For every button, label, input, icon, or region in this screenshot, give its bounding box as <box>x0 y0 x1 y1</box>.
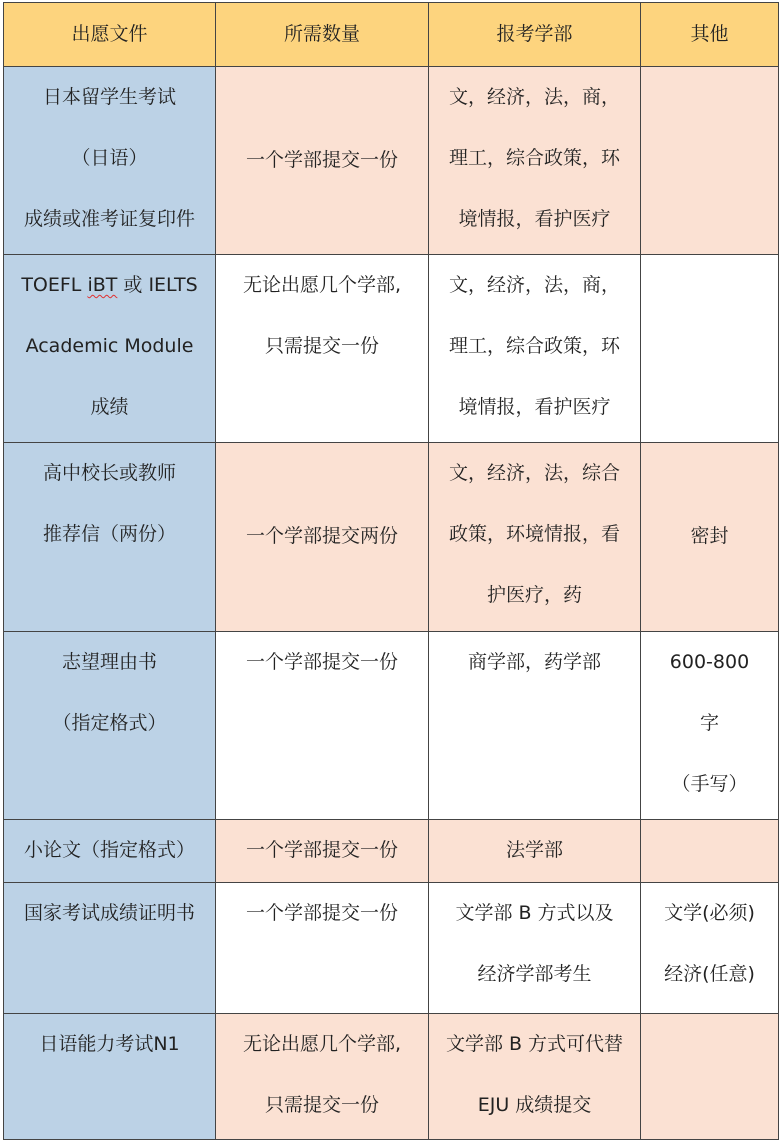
header-other: 其他 <box>641 3 779 67</box>
other-line: 经济(任意) <box>664 962 755 985</box>
document-line: 成绩或准考证复印件 <box>23 208 195 230</box>
document-line: （日语） <box>71 147 148 169</box>
other-line: （手写） <box>671 772 748 795</box>
other-cell <box>641 1013 779 1139</box>
faculties-line: 境情报，看护医疗 <box>458 396 611 419</box>
other-line: 密封 <box>690 525 729 548</box>
faculties-line: 理工，综合政策，环 <box>448 335 620 358</box>
faculties-line: 境情报，看护医疗 <box>458 208 611 230</box>
quantity-cell <box>216 255 429 443</box>
other-cell <box>641 631 779 819</box>
document-line: Academic Module <box>25 335 194 358</box>
table-row <box>4 443 779 631</box>
faculties-cell <box>429 819 641 882</box>
document-text: 或 IELTS <box>117 274 198 297</box>
quantity-cell <box>216 882 429 1013</box>
other-line: 文学(必须) <box>664 901 755 924</box>
header-quantity: 所需数量 <box>216 3 429 67</box>
other-cell <box>641 882 779 1013</box>
faculties-line: 理工，综合政策，环 <box>448 147 620 169</box>
spellcheck-flagged-text: iBT <box>87 274 118 297</box>
faculties-line: 商学部，药学部 <box>467 650 601 673</box>
quantity-line: 只需提交一份 <box>264 335 379 358</box>
other-cell <box>641 255 779 443</box>
table-row <box>4 1013 779 1139</box>
faculties-line: 护医疗，药 <box>486 584 582 607</box>
table-row <box>4 631 779 819</box>
other-line: 600-800 <box>669 650 750 673</box>
document-line <box>10 255 209 316</box>
faculties-line: 文，经济，法，综合 <box>448 462 620 485</box>
other-cell <box>641 67 779 255</box>
document-line: （指定格式） <box>52 711 167 734</box>
faculties-cell <box>429 882 641 1013</box>
application-documents-table <box>3 2 779 1140</box>
quantity-line: 一个学部提交一份 <box>245 149 398 172</box>
quantity-line: 无论出愿几个学部, <box>242 1032 402 1055</box>
faculties-line: EJU 成绩提交 <box>477 1093 592 1116</box>
faculties-line: 文学部 B 方式以及 <box>455 901 614 924</box>
table-row <box>4 255 779 443</box>
document-line: 志望理由书 <box>61 650 157 673</box>
table-row <box>4 67 779 255</box>
quantity-cell <box>216 1013 429 1139</box>
faculties-cell <box>429 631 641 819</box>
quantity-line: 一个学部提交两份 <box>245 525 398 548</box>
faculties-cell <box>429 443 641 631</box>
document-line: 推荐信（两份） <box>42 523 176 546</box>
faculties-line: 经济学部考生 <box>477 962 592 985</box>
faculties-line: 法学部 <box>505 838 563 861</box>
document-cell <box>4 1013 216 1139</box>
document-line: 成绩 <box>90 396 129 419</box>
document-line: 日本留学生考试 <box>42 86 176 108</box>
document-cell <box>4 443 216 631</box>
quantity-line: 无论出愿几个学部, <box>242 274 402 297</box>
document-cell <box>4 67 216 255</box>
document-cell <box>4 631 216 819</box>
other-line: 字 <box>699 711 719 734</box>
quantity-cell <box>216 67 429 255</box>
header-document: 出愿文件 <box>4 3 216 67</box>
faculties-line: 文，经济，法，商， <box>448 274 620 297</box>
quantity-line: 一个学部提交一份 <box>245 901 398 924</box>
document-cell <box>4 255 216 443</box>
quantity-cell <box>216 443 429 631</box>
document-line: 国家考试成绩证明书 <box>23 901 195 924</box>
header-row <box>4 3 779 67</box>
other-cell <box>641 443 779 631</box>
document-line: 高中校长或教师 <box>42 462 176 485</box>
quantity-cell <box>216 819 429 882</box>
faculties-cell <box>429 67 641 255</box>
quantity-line: 只需提交一份 <box>264 1093 379 1116</box>
quantity-line: 一个学部提交一份 <box>245 838 398 861</box>
document-text: TOEFL <box>21 274 88 297</box>
faculties-line: 文学部 B 方式可代替 <box>445 1032 624 1055</box>
document-cell <box>4 819 216 882</box>
quantity-cell <box>216 631 429 819</box>
faculties-cell <box>429 1013 641 1139</box>
header-faculties: 报考学部 <box>429 3 641 67</box>
document-cell <box>4 882 216 1013</box>
faculties-line: 文，经济，法，商， <box>448 86 620 108</box>
document-line: 日语能力考试N1 <box>39 1032 180 1055</box>
other-cell <box>641 819 779 882</box>
faculties-line: 政策，环境情报，看 <box>448 523 620 546</box>
quantity-line: 一个学部提交一份 <box>245 650 398 673</box>
document-line: 小论文（指定格式） <box>23 838 195 861</box>
faculties-cell <box>429 255 641 443</box>
table-row <box>4 819 779 882</box>
table-row <box>4 882 779 1013</box>
